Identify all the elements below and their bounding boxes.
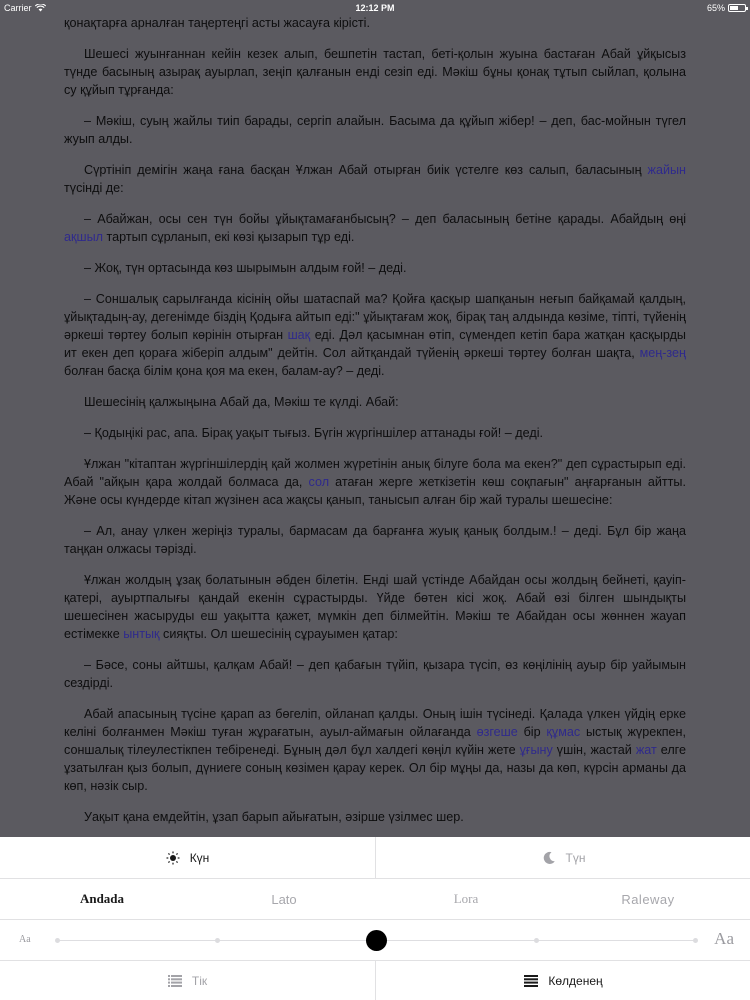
horizontal-scroll-label: Көлденең — [548, 973, 603, 988]
font-size-step[interactable] — [215, 938, 220, 943]
horizontal-scroll-icon — [524, 975, 538, 987]
font-option-raleway[interactable]: Raleway — [621, 891, 675, 907]
font-size-step[interactable] — [534, 938, 539, 943]
font-size-control — [0, 920, 750, 960]
book-text — [64, 14, 686, 839]
book-paragraph — [64, 259, 686, 277]
book-paragraph — [64, 808, 686, 826]
book-paragraph — [64, 522, 686, 558]
font-row — [0, 878, 750, 919]
day-theme-label: Күн — [189, 850, 210, 865]
battery-percent: 65% — [706, 3, 725, 13]
paragraph-text: үшін, жастай — [552, 743, 636, 757]
book-paragraph — [64, 424, 686, 442]
paragraph-text: Абай апасының түсіне қарап аз бөгеліп, ойланап қалды. Оның ішін түсінеді. Қалада үлкен үйдің ерке келіні болғанмен Мәкіш туған жұрағатын, ауыл-аймағын ойлағанда — [64, 707, 686, 739]
status-time: 12:12 PM — [355, 3, 395, 13]
highlighted-word[interactable]: ұғыну — [519, 743, 553, 757]
paragraph-text: – Мәкіш, суың жайлы тиіп барады, сергіп алайын. Басыма да құйып жібер! – деп, бас-мойнын түгел жуып алды. — [64, 114, 686, 146]
book-paragraph — [64, 656, 686, 692]
book-paragraph — [64, 705, 686, 795]
status-right — [707, 0, 746, 16]
paragraph-text: – Абайжан, осы сен түн бойы ұйықтамағанбысың? – деп баласының бетіне қарады. Абайдың өңі — [84, 212, 686, 226]
paragraph-text: Ұлжан жолдың ұзақ болатынын әбден білетін. Енді шай үстінде Абайдан осы жолдың бейнеті, қауіп-қатері, ауыртпалығы қандай екенін сұрастырды. Үйде бөтен кісі жоқ. Абай өзі білген шындықты шешесінен жасыруды еш уақытта қажет, мүмкін деп білмейтін. Мәкіш те Абайдан осы жөннен жауап естімекке — [64, 573, 686, 641]
book-paragraph — [64, 210, 686, 246]
book-paragraph — [64, 161, 686, 197]
font-option-andada[interactable]: Andada — [79, 891, 125, 906]
highlighted-word[interactable]: өзгеше — [476, 725, 518, 739]
paragraph-text: еді. Дәл қасымнан өтіп, сүмендеп кетіп бара жатқан қасқырды ит екен деп қораға жіберіп алдым" дейтін. Сол айтқандай түйенің әркеші төртеу болған шақта, — [64, 328, 686, 360]
font-size-small-label: Aa — [19, 934, 31, 945]
vertical-scroll-label: Тік — [191, 973, 208, 988]
paragraph-text: Сүртініп демігін жаңа ғана басқан Ұлжан Абай отырған биік үстелге көз салып, баласының — [84, 163, 648, 177]
paragraph-text: – Бәсе, соны айтшы, қалқам Абай! – деп қабағын түйіп, қызара түсіп, өз көңілінің ауыр бір уайымын сездірді. — [64, 658, 686, 690]
highlighted-word[interactable]: ақшыл — [64, 230, 104, 244]
font-option-lora[interactable]: Lora — [453, 891, 479, 906]
book-paragraph — [64, 45, 686, 99]
paragraph-text: – Жоқ, түн ортасында көз шырымын алдым ғой! – деді. — [84, 261, 407, 275]
highlighted-word[interactable]: шақ — [287, 328, 311, 342]
moon-icon — [542, 851, 556, 865]
highlighted-word[interactable]: мең-зең — [639, 346, 686, 360]
paragraph-text: болған басқа білім қона қоя ма екен, балам-ау? – деді. — [64, 364, 385, 378]
paragraph-text: бір — [517, 725, 547, 739]
font-size-slider[interactable] — [57, 940, 695, 941]
highlighted-word[interactable]: сол — [308, 475, 330, 489]
paragraph-text: Ұлжан "кітаптан жүргіншілердің қай жолмен жүретінін анық білуге бола ма екен?" деп сұрастырып еді. Абай "айқын қара жолдай болмаса да, — [64, 457, 686, 489]
theme-row — [0, 837, 750, 879]
battery-icon — [728, 4, 746, 12]
paragraph-text: Шешесі жуынғаннан кейін кезек алып, бешпетін тастап, беті-қолын жуына бастаған Абай ұйқысыз түнде басының азырақ ауырлап, зеңіп қалғанын енді сезіп еді. Мәкіш бұны қонақ тұтып сыйлап, қолына су құйып тұрғанда: — [64, 47, 686, 97]
highlighted-word[interactable]: құмас — [546, 725, 581, 739]
vertical-scroll-icon — [168, 975, 182, 987]
book-paragraph — [64, 571, 686, 643]
paragraph-text: – Қодыңікі рас, апа. Бірақ уақыт тығыз. Бүгін жүргіншілер аттанады ғой! – деді. — [84, 426, 544, 440]
highlighted-word[interactable]: жайын — [647, 163, 686, 177]
paragraph-text: – Ал, анау үлкен жеріңіз туралы, бармасам да барғанға жуық қанық болдым.! – деді. Бұл бір жаңа таңқан олжасы тәрізді. — [64, 524, 686, 556]
font-size-step[interactable] — [55, 938, 60, 943]
font-size-row — [0, 919, 750, 960]
paragraph-text: атаған жерге жеткізетін көш соқпағын" аңғарғанын айтты. Және осы күндерде кітап жүзінен аса жақсы қанып, танысып алған бір жай туралы шешесіне: — [64, 475, 686, 507]
highlighted-word[interactable]: ынтық — [123, 627, 160, 641]
horizontal-scroll-button[interactable] — [375, 961, 750, 1000]
paragraph-text: – Соншалық сарылғанда кісінің ойы шатаспай ма? Қойға қасқыр шапқанын неғып байқамай қалдың, ұйықтадың-ау, дегенімде біздің Қодыға айтып еді:" ұйықтағам жоқ, бірақ таң алдында көзіме, тіпті, түйенің әркеші төртеу болып көрінін отырған — [64, 292, 686, 342]
book-paragraph — [64, 14, 686, 32]
paragraph-text: қонақтарға арналған таңертеңгі асты жасауға кірісті. — [64, 16, 370, 30]
font-size-large-label: Aa — [714, 929, 734, 948]
sun-icon — [166, 851, 180, 865]
paragraph-text: тартып сұрланып, екі көзі қызарып тұр еді. — [103, 230, 355, 244]
scroll-row — [0, 960, 750, 1000]
paragraph-text: түсінді де: — [64, 181, 124, 195]
book-paragraph — [64, 290, 686, 380]
font-size-slider-knob[interactable] — [366, 930, 387, 951]
book-paragraph — [64, 112, 686, 148]
day-theme-button[interactable] — [0, 837, 375, 878]
paragraph-text: сияқты. Ол шешесінің сұрауымен қатар: — [159, 627, 398, 641]
paragraph-text: елге ұзатылған қыз болып, дүниеге соның көзімен қарау керек. Ол бір мұңы да, назы да көп, күрсін арманы да көп, нәзік сыр. — [64, 743, 686, 793]
carrier-label: Carrier — [4, 3, 32, 13]
paragraph-text: Шешесінің қалжыңына Абай да, Мәкіш те күлді. Абай: — [84, 395, 399, 409]
vertical-scroll-button[interactable] — [0, 961, 375, 1000]
font-size-step[interactable] — [693, 938, 698, 943]
night-theme-label: Түн — [565, 850, 586, 865]
paragraph-text: ыстық жүрекпен, соншалық тілеулестікпен тебіренеді. Бұның дәл бұл халдегі көңіл күйін жете — [64, 725, 686, 757]
paragraph-text: Уақыт қана емдейтін, ұзап барып айығатын, әзірше үзілмес шер. — [84, 810, 464, 824]
book-paragraph — [64, 393, 686, 411]
book-paragraph — [64, 455, 686, 509]
highlighted-word[interactable]: жат — [635, 743, 657, 757]
reader-settings-panel — [0, 837, 750, 1000]
night-theme-button[interactable] — [375, 837, 750, 878]
font-option-lato[interactable]: Lato — [271, 891, 297, 907]
